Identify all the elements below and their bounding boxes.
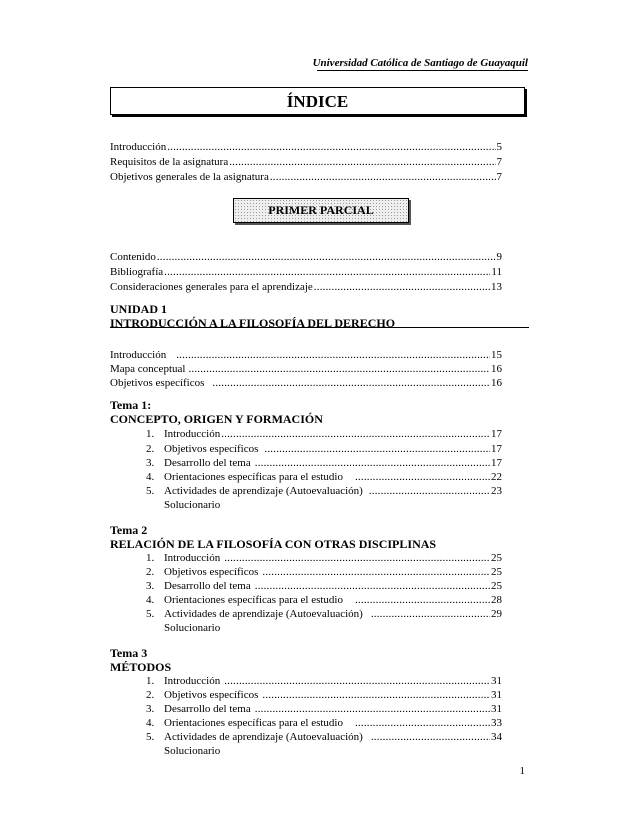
tema-2-item-1[interactable] xyxy=(146,551,502,565)
toc-item-page: 23 xyxy=(491,485,502,497)
toc-leader-dots xyxy=(157,250,496,264)
toc-leader-dots xyxy=(264,442,490,456)
tema-2-solucionario[interactable]: Solucionario xyxy=(164,622,221,634)
toc-entry-objetivos-generales[interactable] xyxy=(110,170,502,184)
header-rule xyxy=(317,70,528,71)
toc-entry-label: Mapa conceptual xyxy=(110,363,186,375)
toc-entry-page: 16 xyxy=(491,377,502,389)
tema-1-title: CONCEPTO, ORIGEN Y FORMACIÓN xyxy=(110,412,323,426)
toc-entry-objetivos-especificos[interactable] xyxy=(110,376,502,390)
toc-entry-page: 7 xyxy=(496,156,502,168)
toc-item-label: 5. Actividades de aprendizaje (Autoevaluación) xyxy=(146,608,363,620)
tema-2-label: Tema 2 xyxy=(110,523,148,537)
toc-item-page: 25 xyxy=(491,552,502,564)
tema-3-title: MÉTODOS xyxy=(110,660,172,674)
toc-item-label: 1. Introducción xyxy=(146,552,221,564)
toc-entry-page: 15 xyxy=(491,349,502,361)
toc-entry-page: 13 xyxy=(491,281,502,293)
tema-3-label: Tema 3 xyxy=(110,646,148,660)
toc-item-label: 2. Objetivos específicos xyxy=(146,443,259,455)
toc-item-label: 1. Introducción xyxy=(146,675,221,687)
toc-item-page: 31 xyxy=(491,689,502,701)
toc-item-page: 33 xyxy=(491,717,502,729)
tema-1-item-3[interactable] xyxy=(146,456,502,470)
unidad-title: INTRODUCCIÓN A LA FILOSOFÍA DEL DERECHO xyxy=(110,316,396,330)
toc-entry-page: 11 xyxy=(491,266,502,278)
toc-entry-page: 16 xyxy=(491,363,502,375)
tema-2-item-3[interactable] xyxy=(146,579,502,593)
toc-item-page: 28 xyxy=(491,594,502,606)
index-title-box xyxy=(110,87,525,115)
tema-3-item-1[interactable] xyxy=(146,674,502,688)
toc-leader-dots xyxy=(229,155,495,169)
toc-leader-dots xyxy=(262,688,490,702)
toc-leader-dots xyxy=(188,362,490,376)
toc-entry-label: Consideraciones generales para el aprendizaje xyxy=(110,281,313,293)
toc-item-label: 3. Desarrollo del tema xyxy=(146,457,251,469)
toc-item-label: 4. Orientaciones específicas para el estudio xyxy=(146,594,343,606)
toc-item-label: 4. Orientaciones específicas para el estudio xyxy=(146,717,343,729)
unidad-rule xyxy=(110,327,529,328)
toc-item-label: 2. Objetivos específicos xyxy=(146,566,259,578)
tema-1-label: Tema 1: xyxy=(110,398,152,412)
toc-entry-label: Bibliografía xyxy=(110,266,164,278)
toc-leader-dots xyxy=(314,280,490,294)
toc-leader-dots xyxy=(221,427,490,441)
tema-1-item-5[interactable] xyxy=(146,484,502,498)
toc-item-page: 31 xyxy=(491,675,502,687)
toc-leader-dots xyxy=(255,702,490,716)
toc-entry-mapa-conceptual[interactable] xyxy=(110,362,502,376)
toc-entry-label: Introducción xyxy=(110,141,167,153)
toc-leader-dots xyxy=(371,607,490,621)
toc-item-page: 34 xyxy=(491,731,502,743)
toc-leader-dots xyxy=(212,376,490,390)
index-title: ÍNDICE xyxy=(286,92,349,111)
toc-leader-dots xyxy=(255,579,490,593)
primer-parcial-title: PRIMER PARCIAL xyxy=(268,203,374,217)
toc-leader-dots xyxy=(224,551,490,565)
tema-1-item-2[interactable] xyxy=(146,442,502,456)
toc-entry-page: 9 xyxy=(496,251,502,263)
tema-2-item-5[interactable] xyxy=(146,607,502,621)
toc-entry-label: Objetivos generales de la asignatura xyxy=(110,171,269,183)
toc-leader-dots xyxy=(355,470,490,484)
toc-item-page: 25 xyxy=(491,566,502,578)
toc-item-page: 17 xyxy=(491,428,502,440)
toc-entry-label: Introducción xyxy=(110,349,167,361)
toc-entry-bibliografia[interactable] xyxy=(110,265,502,279)
tema-3-solucionario[interactable]: Solucionario xyxy=(164,745,221,757)
toc-entry-page: 5 xyxy=(496,141,502,153)
toc-leader-dots xyxy=(224,674,490,688)
tema-3-item-2[interactable] xyxy=(146,688,502,702)
tema-2-item-4[interactable] xyxy=(146,593,502,607)
toc-leader-dots xyxy=(371,730,490,744)
toc-entry-label: Requisitos de la asignatura xyxy=(110,156,229,168)
toc-leader-dots xyxy=(164,265,490,279)
toc-entry-label: Objetivos específicos xyxy=(110,377,205,389)
toc-item-page: 25 xyxy=(491,580,502,592)
page-number: 1 xyxy=(519,765,525,777)
tema-1-item-1[interactable] xyxy=(146,427,502,441)
header-university: Universidad Católica de Santiago de Guayaquil xyxy=(312,57,528,69)
toc-item-page: 29 xyxy=(491,608,502,620)
toc-item-page: 31 xyxy=(491,703,502,715)
tema-3-item-3[interactable] xyxy=(146,702,502,716)
toc-leader-dots xyxy=(270,170,496,184)
toc-entry-unidad-introduccion[interactable] xyxy=(110,348,502,362)
toc-item-label: 3. Desarrollo del tema xyxy=(146,703,251,715)
toc-item-label: 4. Orientaciones específicas para el estudio xyxy=(146,471,343,483)
primer-parcial-box xyxy=(233,198,409,223)
toc-entry-contenido[interactable] xyxy=(110,250,502,264)
tema-2-item-2[interactable] xyxy=(146,565,502,579)
toc-entry-introduccion[interactable] xyxy=(110,140,502,154)
toc-leader-dots xyxy=(167,140,495,154)
toc-leader-dots xyxy=(355,716,490,730)
toc-leader-dots xyxy=(369,484,490,498)
tema-2-title: RELACIÓN DE LA FILOSOFÍA CON OTRAS DISCIPLINAS xyxy=(110,537,437,551)
toc-leader-dots xyxy=(255,456,490,470)
toc-item-label: 5. Actividades de aprendizaje (Autoevaluación) xyxy=(146,485,363,497)
tema-3-item-5[interactable] xyxy=(146,730,502,744)
tema-1-item-4[interactable] xyxy=(146,470,502,484)
toc-item-label: 5. Actividades de aprendizaje (Autoevaluación) xyxy=(146,731,363,743)
toc-leader-dots xyxy=(355,593,490,607)
tema-1-solucionario[interactable]: Solucionario xyxy=(164,499,221,511)
toc-leader-dots xyxy=(176,348,490,362)
unidad-label: UNIDAD 1 xyxy=(110,302,167,316)
toc-entry-page: 7 xyxy=(496,171,502,183)
toc-entry-label: Contenido xyxy=(110,251,156,263)
tema-3-item-4[interactable] xyxy=(146,716,502,730)
toc-item-label: 3. Desarrollo del tema xyxy=(146,580,251,592)
toc-item-page: 22 xyxy=(491,471,502,483)
toc-item-label: 2. Objetivos específicos xyxy=(146,689,259,701)
toc-leader-dots xyxy=(262,565,490,579)
toc-entry-consideraciones[interactable] xyxy=(110,280,502,294)
toc-item-page: 17 xyxy=(491,457,502,469)
toc-entry-requisitos[interactable] xyxy=(110,155,502,169)
toc-item-label: 1. Introducción xyxy=(146,428,221,440)
toc-item-page: 17 xyxy=(491,443,502,455)
